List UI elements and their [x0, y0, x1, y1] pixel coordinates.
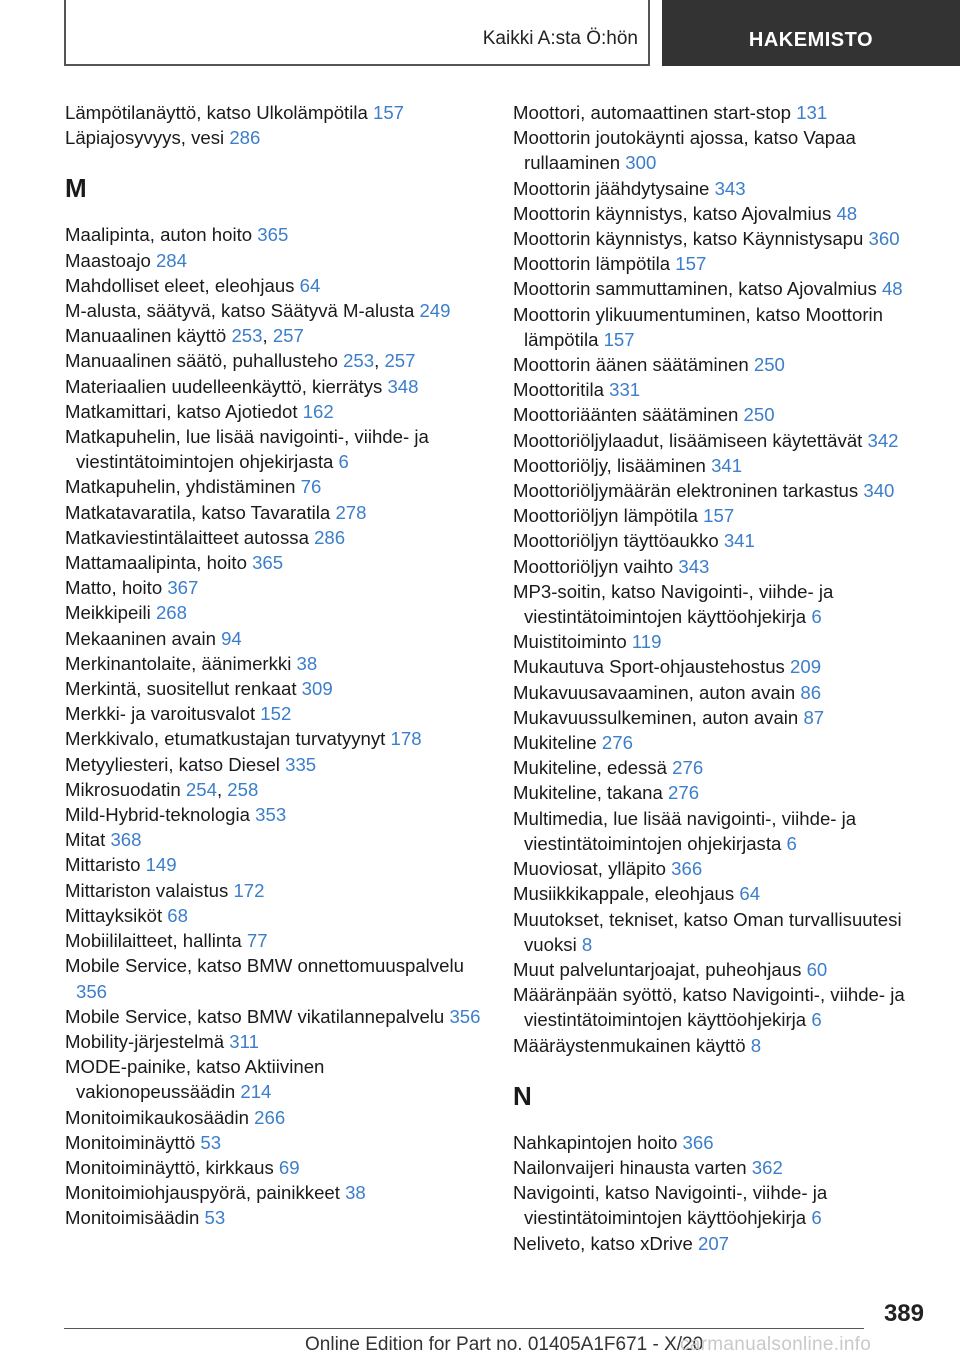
index-entry-text: Manuaalinen käyttö	[65, 325, 227, 347]
page-link[interactable]: 276	[672, 757, 704, 779]
index-entry-text: Moottoriöljyn vaihto	[513, 555, 674, 577]
index-entry-text: Muutokset, tekniset, katso Oman turvallisuutesi vuoksi	[513, 908, 902, 955]
page-link[interactable]: 331	[609, 379, 641, 401]
index-entry-text: Merkinantolaite, äänimerkki	[65, 652, 292, 674]
index-tab[interactable]	[662, 0, 960, 66]
page-link[interactable]: 6	[811, 606, 822, 628]
page-link[interactable]: 64	[739, 883, 761, 905]
index-entry-text: Nailonvaijeri hinausta varten	[513, 1156, 747, 1178]
header-rule-left	[64, 0, 66, 66]
index-entry-text: Mukautuva Sport-ohjaustehostus	[513, 656, 785, 678]
index-entry	[513, 856, 933, 881]
index-entry-text: Matkapuhelin, yhdistäminen	[65, 476, 296, 498]
page-link[interactable]: 8	[581, 933, 593, 955]
page-link[interactable]: 69	[278, 1156, 300, 1178]
index-entry-text: Moottorin käynnistys, katso Käynnistysapu	[513, 228, 864, 250]
index-entry-text: Mitat	[65, 829, 106, 851]
index-column-right	[513, 100, 933, 1256]
index-entry	[513, 730, 933, 755]
index-entry	[65, 903, 485, 928]
index-entry	[513, 1231, 933, 1256]
index-entry-text: Maalipinta, auton hoito	[65, 224, 253, 246]
index-entry	[65, 474, 485, 499]
index-entry-text: Muoviosat, ylläpito	[513, 858, 666, 880]
page-link[interactable]: 254	[185, 778, 217, 800]
index-entry-text: Moottoritila	[513, 379, 604, 401]
page-link[interactable]: 152	[260, 703, 292, 725]
index-entry	[513, 1130, 933, 1155]
index-entry-text: MP3-soitin, katso Navigointi-, viihde- ja viestintätoimintojen käyttöohjekirja	[513, 580, 834, 628]
index-entry-text: Moottorin joutokäynti ajossa, katso Vapaa rullaaminen	[513, 127, 856, 174]
index-entry-text: Multimedia, lue lisää navigointi-, viihde- ja viestintätoimintojen ohjekirjasta	[513, 807, 857, 854]
index-entry	[513, 680, 933, 705]
index-entry	[65, 1130, 485, 1155]
page-link[interactable]: 253	[231, 325, 263, 347]
page-link[interactable]: 343	[714, 177, 746, 199]
index-entry-text: Moottoriöljyn lämpötila	[513, 505, 698, 527]
page-link[interactable]: 366	[682, 1131, 714, 1153]
page-link[interactable]: 6	[786, 832, 797, 854]
page-link[interactable]: 356	[76, 980, 108, 1002]
index-entry	[65, 676, 485, 701]
index-entry-text: Monitoiminäyttö, kirkkaus	[65, 1156, 274, 1178]
index-entry	[513, 377, 933, 402]
index-entry	[513, 554, 933, 579]
index-entry-text: Mittariston valaistus	[65, 879, 229, 901]
index-tab-label: HAKEMISTO	[748, 28, 874, 51]
page-link[interactable]: 353	[255, 804, 287, 826]
index-entry-text: Matkaviestintälaitteet autossa	[65, 526, 309, 548]
index-entry	[513, 176, 933, 201]
index-entry-text: Moottorin käynnistys, katso Ajovalmius	[513, 202, 832, 224]
index-entry	[513, 100, 933, 125]
page-link[interactable]: 341	[711, 454, 743, 476]
page-link[interactable]: 250	[753, 354, 785, 376]
section-title: Kaikki A:sta Ö:hön	[482, 28, 638, 49]
page-link[interactable]: 60	[806, 958, 828, 980]
index-entry-text: Merkintä, suositellut renkaat	[65, 678, 297, 700]
index-entry	[513, 276, 933, 301]
index-entry	[513, 453, 933, 478]
index-entry	[65, 1029, 485, 1054]
page-link[interactable]: 76	[300, 476, 322, 498]
index-entry-text: Mikrosuodatin	[65, 778, 181, 800]
index-entry	[65, 273, 485, 298]
index-entry-text: Mobiililaitteet, hallinta	[65, 930, 242, 952]
page-link[interactable]: 368	[110, 829, 142, 851]
edition-text: Online Edition for Part no. 01405A1F671 - X/20	[305, 1334, 704, 1355]
index-entry	[65, 1004, 485, 1029]
page-link[interactable]: 249	[419, 300, 451, 322]
page-link[interactable]: 6	[811, 1009, 822, 1031]
page-link[interactable]: 257	[384, 350, 416, 372]
page-link[interactable]: 362	[751, 1156, 783, 1178]
page-link[interactable]: 157	[603, 328, 635, 350]
page-link[interactable]: 340	[863, 480, 895, 502]
index-entry	[513, 503, 933, 528]
index-entry-text: Lämpötilanäyttö, katso Ulkolämpötila	[65, 102, 368, 123]
index-entry	[513, 478, 933, 503]
index-entry	[513, 125, 933, 175]
page-header	[0, 0, 960, 66]
index-entry-text: Nahkapintojen hoito	[513, 1131, 678, 1153]
page-link[interactable]: 286	[314, 526, 346, 548]
index-entry	[65, 248, 485, 273]
index-entry-text: Merkkivalo, etumatkustajan turvatyynyt	[65, 728, 386, 750]
index-entry-text: Musiikkikappale, eleohjaus	[513, 883, 735, 905]
index-entry	[65, 374, 485, 399]
index-entry	[65, 726, 485, 751]
page-link[interactable]: 257	[272, 325, 304, 347]
index-entry-text: Matkamittari, katso Ajotiedot	[65, 400, 298, 422]
watermark-text: carmanualsonline.info	[680, 1334, 872, 1355]
index-entry-text: Mild-Hybrid-teknologia	[65, 804, 250, 826]
index-entry-text: Matkapuhelin, lue lisää navigointi-, viihde- ja viestintätoimintojen ohjekirjasta	[65, 426, 429, 473]
index-entry	[513, 352, 933, 377]
index-entry: Manuaalinen säätö, puhallusteho 253, 257	[65, 350, 416, 372]
index-entry	[65, 651, 485, 676]
index-letter-heading: M	[65, 173, 87, 204]
index-entry	[513, 402, 933, 427]
index-entry-text: Matkatavaratila, katso Tavaratila	[65, 501, 331, 523]
index-entry-text: Mukiteline, edessä	[513, 757, 667, 779]
page-link[interactable]: 48	[836, 202, 858, 224]
index-entry	[65, 1105, 485, 1130]
index-entry	[65, 500, 485, 525]
index-entry	[513, 302, 933, 352]
index-entry-text: Moottorin ylikuumentuminen, katso Moottorin lämpötila	[513, 303, 883, 350]
index-entry	[513, 629, 933, 654]
page-link[interactable]: 6	[811, 1207, 822, 1229]
index-entry-text: Meikkipeili	[65, 602, 151, 624]
index-entry	[65, 424, 485, 474]
index-entry	[513, 1180, 933, 1230]
index-entry-text: Mobility-järjestelmä	[65, 1030, 225, 1052]
index-entry	[513, 528, 933, 553]
page-link[interactable]: 309	[301, 678, 333, 700]
index-entry	[513, 251, 933, 276]
page-link[interactable]: 250	[743, 404, 775, 426]
index-entry-text: Moottoriöljyn täyttöaukko	[513, 530, 719, 552]
index-entry	[65, 752, 485, 777]
index-entry	[513, 957, 933, 982]
index-entry-text: Monitoimiohjauspyörä, painikkeet	[65, 1182, 340, 1204]
index-entry	[513, 201, 933, 226]
index-entry	[65, 802, 485, 827]
page-link[interactable]: 266	[254, 1106, 286, 1128]
index-entry-text: MODE-painike, katso Aktiivinen vakionopeussäädin	[65, 1056, 325, 1103]
index-entry-text: Metyyliesteri, katso Diesel	[65, 753, 280, 775]
page-link[interactable]: 278	[335, 501, 367, 523]
page-link[interactable]: 64	[299, 274, 321, 296]
index-entry	[513, 982, 933, 1032]
index-entry-text: Monitoimikaukosäädin	[65, 1106, 249, 1128]
page-link[interactable]: 214	[240, 1081, 272, 1103]
index-entry	[513, 654, 933, 679]
page-link[interactable]: 365	[257, 224, 289, 246]
page-link[interactable]: 53	[200, 1131, 222, 1153]
index-entry-text: Mobile Service, katso BMW vikatilannepalvelu	[65, 1005, 445, 1027]
index-entry-text: Mittayksiköt	[65, 904, 163, 926]
index-entry-text: Mukiteline, takana	[513, 782, 663, 804]
page-link[interactable]: 157	[373, 102, 405, 123]
page-link[interactable]: 367	[167, 577, 199, 599]
index-entry	[65, 827, 485, 852]
page-link[interactable]: 268	[155, 602, 187, 624]
page-link[interactable]: 172	[233, 879, 265, 901]
index-entry	[513, 705, 933, 730]
index-entry-text: Merkki- ja varoitusvalot	[65, 703, 256, 725]
index-entry	[513, 755, 933, 780]
index-entry	[513, 226, 933, 251]
index-entry-text: Moottorin lämpötila	[513, 253, 671, 275]
index-entry	[65, 600, 485, 625]
index-entry	[65, 550, 485, 575]
page-link[interactable]: 366	[671, 858, 703, 880]
index-entry-text: Moottorin jäähdytysaine	[513, 177, 710, 199]
index-entry	[513, 1155, 933, 1180]
index-entry	[65, 298, 485, 323]
index-entry-text: Navigointi, katso Navigointi-, viihde- ja viestintätoimintojen käyttöohjekirja	[513, 1182, 828, 1229]
index-entry	[513, 907, 933, 957]
page-number: 389	[883, 1300, 924, 1327]
page-link[interactable]: 162	[302, 400, 334, 422]
page-link[interactable]: 38	[296, 652, 318, 674]
index-entry-text: Materiaalien uudelleenkäyttö, kierrätys	[65, 375, 383, 397]
page-link[interactable]: 6	[338, 451, 349, 473]
page-link[interactable]: 348	[387, 375, 419, 397]
page-link[interactable]: 284	[155, 249, 187, 271]
index-entry: Mikrosuodatin 254, 258	[65, 778, 259, 800]
index-entry	[513, 1033, 933, 1058]
page-link[interactable]: 300	[625, 152, 657, 174]
index-entry-text: Määränpään syöttö, katso Navigointi-, viihde- ja viestintätoimintojen käyttöohjekirja	[513, 984, 905, 1031]
index-entry	[513, 428, 933, 453]
index-entry	[513, 806, 933, 856]
index-entry-text: Maastoajo	[65, 249, 151, 271]
page-link[interactable]: 178	[390, 728, 422, 750]
page-link[interactable]: 341	[723, 530, 755, 552]
index-entry-text: Moottoriöljymäärän elektroninen tarkastus	[513, 480, 859, 502]
index-entry	[65, 575, 485, 600]
page-link[interactable]: 343	[678, 555, 710, 577]
index-entry-text: Matto, hoito	[65, 577, 163, 599]
page-link[interactable]: 131	[796, 102, 828, 123]
index-entry	[65, 852, 485, 877]
page-link[interactable]: 8	[750, 1034, 762, 1056]
index-entry-text: Monitoiminäyttö	[65, 1131, 196, 1153]
page-link[interactable]: 365	[252, 552, 284, 574]
index-entry-text: Muut palveluntarjoajat, puheohjaus	[513, 958, 802, 980]
index-entry-text: Mittaristo	[65, 854, 141, 876]
index-entry-text: Mukavuussulkeminen, auton avain	[513, 706, 799, 728]
index-entry-text: M-alusta, säätyvä, katso Säätyvä M-alusta	[65, 300, 415, 322]
index-entry-text: Manuaalinen säätö, puhallusteho	[65, 350, 338, 372]
index-entry-text: Mekaaninen avain	[65, 627, 216, 649]
page-link[interactable]: 286	[229, 127, 261, 149]
index-entry-text: Mukavuusavaaminen, auton avain	[513, 681, 796, 703]
page-link[interactable]: 253	[343, 350, 375, 372]
header-rule-middle	[648, 0, 650, 66]
index-entry	[65, 100, 485, 125]
index-entry	[65, 525, 485, 550]
page-link[interactable]: 342	[867, 429, 899, 451]
page-link[interactable]: 209	[790, 656, 822, 678]
page-link[interactable]: 207	[697, 1232, 730, 1254]
page-link[interactable]: 48	[881, 278, 903, 300]
index-entry-text: Moottorin äänen säätäminen	[513, 354, 749, 376]
index-entry-text: Moottoriöljylaadut, lisäämiseen käytettävät	[513, 429, 863, 451]
index-entry	[65, 399, 485, 424]
index-entry-text: Mahdolliset eleet, eleohjaus	[65, 274, 295, 296]
index-entry	[65, 928, 485, 953]
index-entry	[65, 878, 485, 903]
index-entry: Manuaalinen käyttö 253, 257	[65, 325, 304, 347]
index-entry	[65, 125, 485, 150]
index-entry-text: Mukiteline	[513, 732, 597, 754]
index-entry	[65, 1205, 485, 1230]
index-entry	[65, 1180, 485, 1205]
index-entry	[513, 579, 933, 629]
index-entry-text: Moottoriäänten säätäminen	[513, 404, 739, 426]
page-link[interactable]: 311	[229, 1030, 259, 1052]
index-entry-text: Läpiajosyvyys, vesi	[65, 127, 225, 149]
index-entry	[65, 626, 485, 651]
index-entry	[65, 953, 485, 1003]
index-entry	[65, 701, 485, 726]
page-link[interactable]: 86	[800, 681, 822, 703]
page-link[interactable]: 53	[204, 1207, 226, 1229]
index-entry	[65, 222, 485, 247]
page-link[interactable]: 360	[868, 228, 900, 250]
index-entry-text: Moottori, automaattinen start-stop	[513, 102, 792, 123]
page-link[interactable]: 87	[803, 706, 825, 728]
page-link[interactable]: 68	[167, 904, 188, 926]
index-entry	[513, 780, 933, 805]
page-link[interactable]: 276	[668, 782, 700, 804]
index-column-left	[65, 100, 485, 1231]
page-link[interactable]: 335	[285, 753, 317, 775]
index-entry-text: Moottoriöljy, lisääminen	[513, 454, 706, 476]
index-entry-text: Muistitoiminto	[513, 631, 627, 653]
index-letter-heading: N	[513, 1080, 532, 1111]
page-link[interactable]: 38	[345, 1182, 366, 1204]
index-entry	[65, 1155, 485, 1180]
index-entry-text: Neliveto, katso xDrive	[513, 1232, 693, 1254]
page-link[interactable]: 119	[631, 631, 662, 653]
index-entry-text: Mattamaalipinta, hoito	[65, 552, 247, 574]
index-entry-text: Moottorin sammuttaminen, katso Ajovalmius	[513, 278, 877, 300]
page-link[interactable]: 157	[703, 505, 735, 527]
header-rule-bottom	[64, 64, 650, 66]
page-link[interactable]: 356	[449, 1005, 481, 1027]
page-link[interactable]: 149	[145, 854, 177, 876]
index-entry	[513, 881, 933, 906]
page-link[interactable]: 276	[601, 732, 633, 754]
page-link[interactable]: 94	[221, 627, 242, 649]
index-entry-text: Määräystenmukainen käyttö	[513, 1034, 746, 1056]
index-entry-text: Monitoimisäädin	[65, 1207, 200, 1229]
index-entry-text: Mobile Service, katso BMW onnettomuuspalvelu	[65, 955, 464, 977]
page-link[interactable]: 258	[227, 778, 259, 800]
page-link[interactable]: 157	[675, 253, 707, 275]
footer-rule	[64, 1328, 864, 1329]
page-link[interactable]: 77	[246, 930, 268, 952]
index-entry	[65, 1054, 485, 1104]
